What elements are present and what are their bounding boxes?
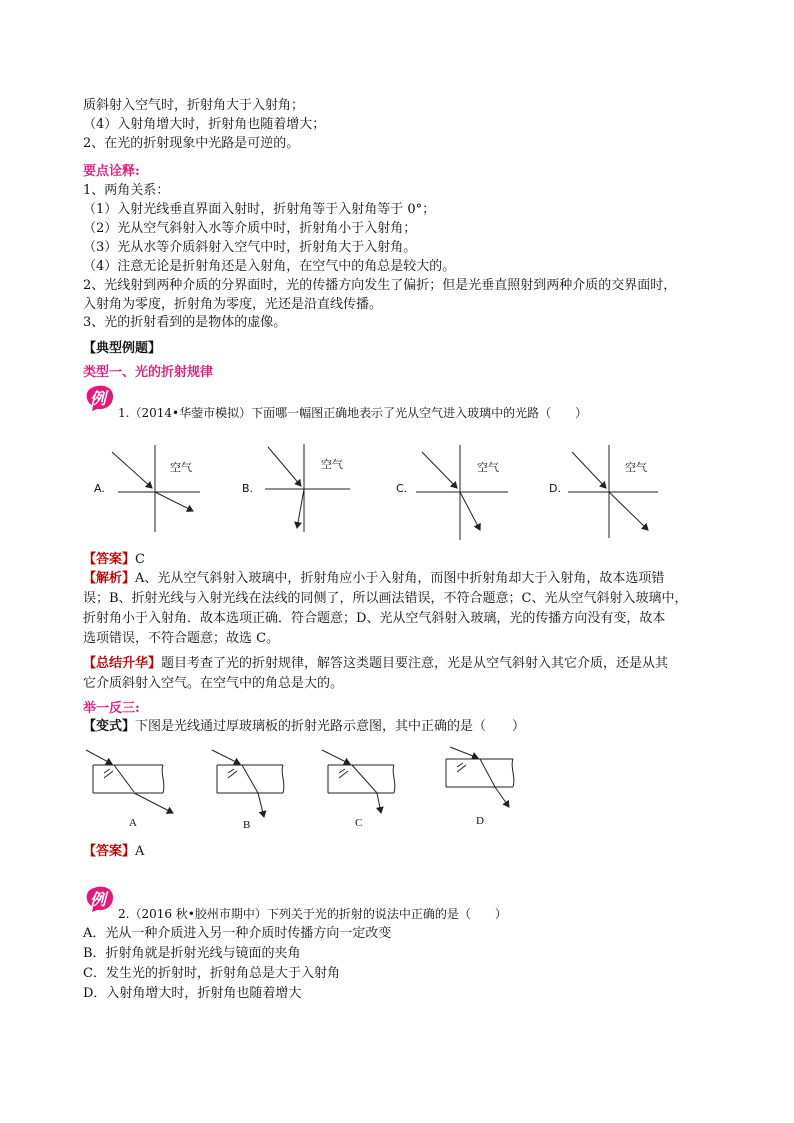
summary-tag: 【总结升华】 — [83, 656, 162, 671]
slab-d — [446, 747, 514, 807]
answer-tag: 【答案】 — [83, 552, 136, 567]
q1-option-b-label: B. — [242, 482, 254, 495]
slab-b — [212, 750, 284, 817]
key-point-line: 1、两角关系： — [83, 183, 170, 198]
q1-option-d-label: D. — [549, 482, 561, 495]
variant-stem: 下图是光线通过厚玻璃板的折射光路示意图，其中正确的是（ ） — [135, 719, 526, 734]
key-point-line: （3）光从水等介质斜射入空气中时，折射角大于入射角。 — [83, 240, 417, 255]
q1-summary-line — [83, 655, 668, 673]
typical-examples-heading: 【典型例题】 — [83, 341, 162, 356]
q1-diagrams — [0, 430, 794, 570]
slab-a — [86, 750, 173, 813]
air-label: 空气 — [625, 461, 647, 474]
q1-option-a-label: A. — [94, 482, 105, 495]
variant-answer-line — [83, 843, 144, 861]
q1-summary-line: 它介质斜射入空气。在空气中的角总是大的。 — [83, 676, 344, 691]
answer-tag: 【答案】 — [83, 844, 136, 859]
intro-line-1: 质斜射入空气时，折射角大于入射角； — [83, 98, 305, 113]
key-point-line: 3、光的折射看到的是物体的虚像。 — [83, 315, 287, 330]
intro-line-2: （4）入射角增大时，折射角也随着增大； — [83, 117, 326, 132]
variant-tag: 【变式】 — [83, 719, 136, 734]
q2-option-b: B．折射角就是折射光线与镜面的夹角 — [83, 946, 301, 961]
key-point-line: 入射角为零度，折射角为零度，光还是沿直线传播。 — [83, 297, 383, 312]
q2-option-c: C．发生光的折射时，折射角总是大于入射角 — [83, 966, 340, 981]
q1-answer-line — [83, 551, 145, 569]
air-label: 空气 — [321, 458, 343, 471]
q2-option-a: A．光从一种介质进入另一种介质时传播方向一定改变 — [83, 926, 392, 941]
slab-c — [322, 750, 395, 813]
q1-option-c-label: C. — [396, 482, 408, 495]
variant-label-c: C — [355, 817, 363, 829]
analysis-text: A、光从空气斜射入玻璃中，折射角应小于入射角，而图中折射角却大于入射角，故本选项错 — [135, 571, 665, 586]
key-point-line: （4）注意无论是折射角还是入射角，在空气中的角总是较大的。 — [83, 259, 456, 274]
variant-line — [83, 718, 525, 736]
q1-answer: C — [135, 552, 145, 567]
variant-answer: A — [135, 844, 145, 859]
type1-heading: 类型一、光的折射规律 — [83, 365, 214, 380]
q1-analysis-line — [83, 570, 664, 588]
q2-stem: 2.（2016 秋•胶州市期中）下列关于光的折射的说法中正确的是（ ） — [118, 907, 507, 921]
practice-heading: 举一反三: — [83, 701, 140, 716]
example-badge: 例 — [83, 384, 115, 412]
key-point-line: （2）光从空气斜射入水等介质中时，折射角小于入射角； — [83, 221, 417, 236]
q1-analysis-line: 折射角小于入射角．故本选项正确．符合题意；D、光从空气斜射入玻璃，光的传播方向没有变，故本 — [83, 611, 666, 626]
q1-stem: 1.（2014•华蓥市模拟）下面哪一幅图正确地表示了光从空气进入玻璃中的光路（ ） — [118, 406, 588, 420]
variant-diagrams — [0, 745, 794, 835]
key-points-heading: 要点诠释: — [83, 164, 140, 179]
key-point-line: 2、光线射到两种介质的分界面时，光的传播方向发生了偏折；但是光垂直照射到两种介质的交界面时， — [83, 278, 677, 293]
intro-line-3: 2、在光的折射现象中光路是可逆的。 — [83, 136, 300, 151]
variant-label-b: B — [243, 819, 251, 831]
analysis-tag: 【解析】 — [83, 571, 136, 586]
air-label: 空气 — [477, 461, 499, 474]
summary-text: 题目考查了光的折射规律，解答这类题目要注意，光是从空气斜射入其它介质，还是从其 — [161, 656, 669, 671]
variant-label-a: A — [129, 817, 137, 829]
q2-option-d: D．入射角增大时，折射角也随着增大 — [83, 986, 302, 1001]
air-label: 空气 — [170, 461, 192, 474]
variant-label-d: D — [476, 815, 484, 827]
q1-analysis-line: 误；B、折射光线与入射光线在法线的同侧了，所以画法错误，不符合题意；C、光从空气斜射入玻璃中， — [83, 591, 688, 606]
key-point-line: （1）入射光线垂直界面入射时，折射角等于入射角等于 0°； — [83, 202, 436, 217]
q1-analysis-line: 选项错误，不符合题意；故选 C。 — [83, 631, 280, 646]
example-badge: 例 — [83, 885, 115, 913]
